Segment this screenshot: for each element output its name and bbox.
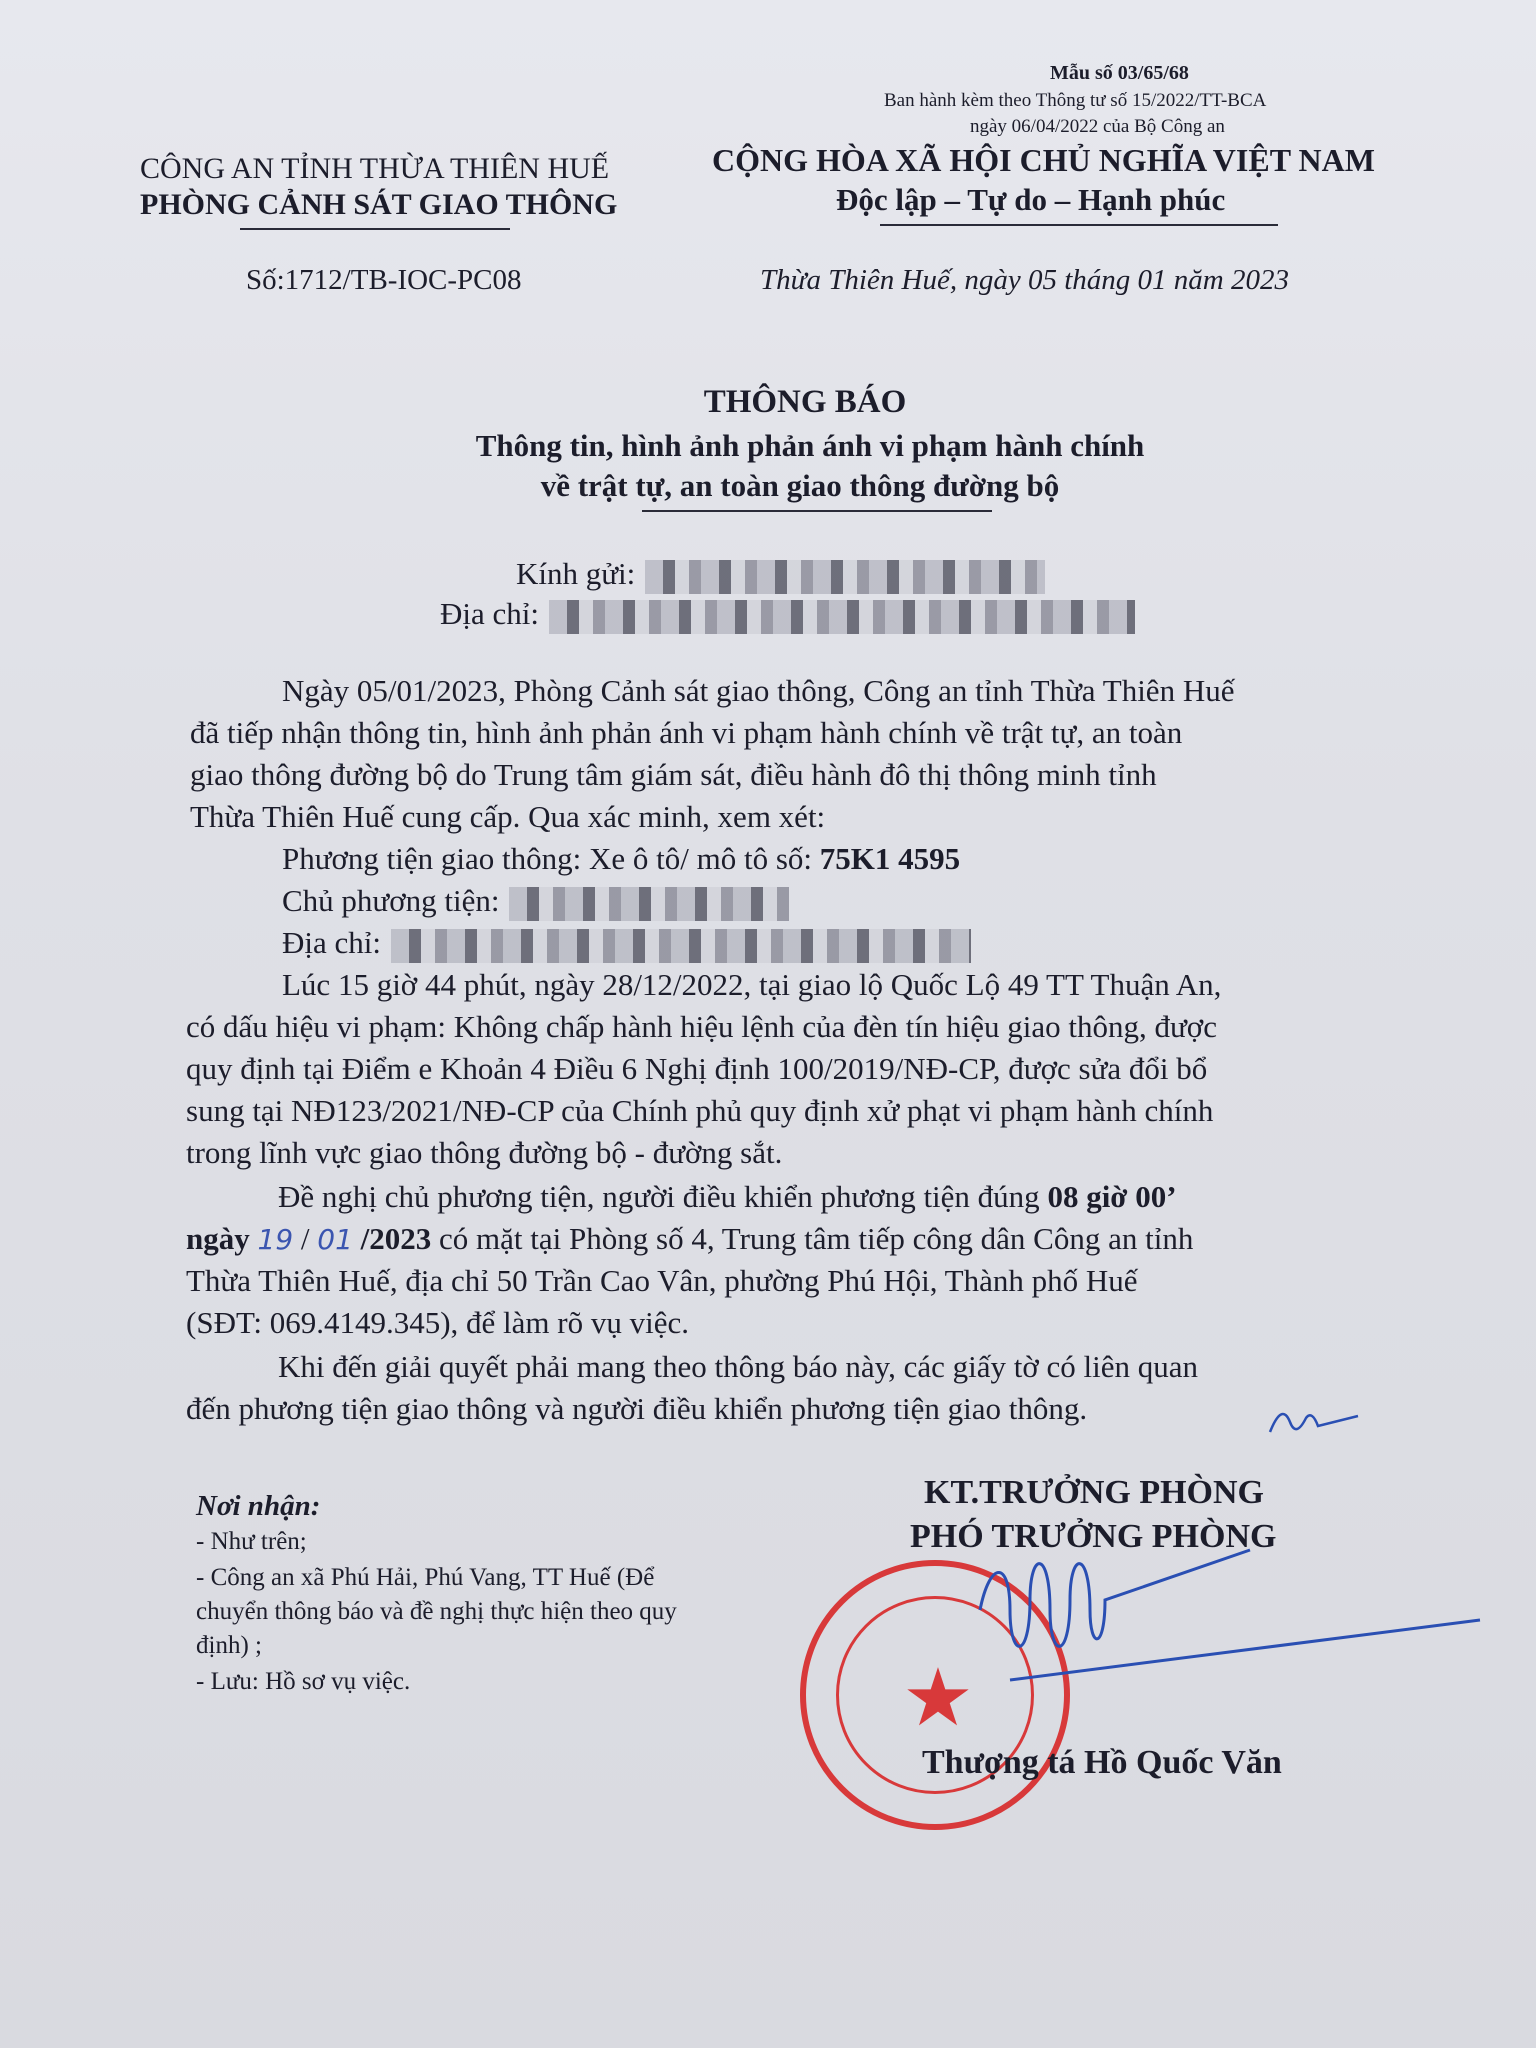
form-issued-note: Ban hành kèm theo Thông tư số 15/2022/TT-BCA (884, 90, 1267, 111)
national-title: CỘNG HÒA XÃ HỘI CHỦ NGHĨA VIỆT NAM (712, 142, 1375, 178)
issuing-department: PHÒNG CẢNH SÁT GIAO THÔNG (140, 188, 618, 221)
body-p1-line3: giao thông đường bộ do Trung tâm giám sát, điều hành đô thị thông minh tỉnh (190, 757, 1157, 792)
appointment-year: /2023 (360, 1221, 432, 1256)
redacted-recipient (645, 560, 1045, 594)
vehicle-row (282, 838, 960, 880)
redacted-owner (509, 887, 789, 921)
body-p4-line2: đến phương tiện giao thông và người điều khiển phương tiện giao thông. (186, 1391, 1088, 1426)
body-p3-line2: ngày 19 / 01 /2023 có mặt tại Phòng số 4, Trung tâm tiếp công dân Công an tỉnh (186, 1221, 1194, 1256)
body-p2-line1: Lúc 15 giờ 44 phút, ngày 28/12/2022, tại giao lộ Quốc Lộ 49 TT Thuận An, (282, 967, 1222, 1002)
redacted-owner-address (391, 929, 971, 963)
subtitle-underline (642, 510, 992, 512)
department-underline (240, 228, 510, 230)
recipients-heading: Nơi nhận: (196, 1490, 321, 1522)
body-p3-line3: Thừa Thiên Huế, địa chỉ 50 Trần Cao Vân, phường Phú Hội, Thành phố Huế (186, 1263, 1138, 1298)
document-subtitle-line1: Thông tin, hình ảnh phản ánh vi phạm hành chính (475, 428, 1145, 463)
license-plate: 75K1 4595 (819, 841, 961, 876)
document-title: THÔNG BÁO (703, 384, 907, 420)
initials-mark (1262, 1392, 1362, 1444)
handwritten-day: 19 (257, 1223, 294, 1256)
signer-name: Thượng tá Hồ Quốc Văn (922, 1744, 1282, 1781)
owner-label: Chủ phương tiện: (282, 883, 500, 918)
issuing-agency: CÔNG AN TỈNH THỪA THIÊN HUẾ (140, 152, 610, 185)
body-p2-line2: có dấu hiệu vi phạm: Không chấp hành hiệu lệnh của đèn tín hiệu giao thông, được (186, 1009, 1217, 1044)
redacted-recipient-address (549, 600, 1135, 634)
signer-title-2: PHÓ TRƯỞNG PHÒNG (910, 1518, 1277, 1555)
owner-address-row (282, 922, 971, 964)
recipient-row (516, 556, 1045, 594)
body-p3-line4: (SĐT: 069.4149.345), để làm rõ vụ việc. (186, 1305, 689, 1340)
recipient-address-row (440, 596, 1135, 634)
national-motto: Độc lập – Tự do – Hạnh phúc (836, 182, 1226, 217)
body-p1-line4: Thừa Thiên Huế cung cấp. Qua xác minh, xem xét: (190, 799, 826, 834)
p3-text: Đề nghị chủ phương tiện, người điều khiển phương tiện đúng (278, 1179, 1040, 1214)
recipients-item2c: định) ; (196, 1632, 262, 1659)
recipient-address-label: Địa chỉ: (440, 596, 539, 631)
recipients-item2b: chuyển thông báo và đề nghị thực hiện theo quy (196, 1598, 677, 1625)
motto-underline (880, 224, 1278, 226)
document-number: Số:1712/TB-IOC-PC08 (246, 264, 522, 296)
document-subtitle-line2: về trật tự, an toàn giao thông đường bộ (540, 468, 1060, 503)
appointment-time: 08 giờ 00’ (1047, 1179, 1177, 1214)
body-p1-line2: đã tiếp nhận thông tin, hình ảnh phản ánh vi phạm hành chính về trật tự, an toàn (190, 715, 1183, 750)
place-and-date: Thừa Thiên Huế, ngày 05 tháng 01 năm 2023 (760, 264, 1289, 296)
owner-address-label: Địa chỉ: (282, 925, 381, 960)
body-p3-line1 (278, 1176, 1177, 1218)
recipient-label: Kính gửi: (516, 556, 636, 591)
recipients-item3: - Lưu: Hồ sơ vụ việc. (196, 1668, 411, 1695)
signature-scribble (970, 1540, 1490, 1710)
body-p2-line4: sung tại NĐ123/2021/NĐ-CP của Chính phủ quy định xử phạt vi phạm hành chính (186, 1093, 1214, 1128)
body-p4-line1: Khi đến giải quyết phải mang theo thông báo này, các giấy tờ có liên quan (278, 1349, 1199, 1384)
vehicle-label: Phương tiện giao thông: Xe ô tô/ mô tô số: (282, 841, 813, 876)
star-icon: ★ (902, 1655, 974, 1743)
form-number: Mẫu số 03/65/68 (1050, 62, 1189, 84)
body-p2-line3: quy định tại Điểm e Khoản 4 Điều 6 Nghị định 100/2019/NĐ-CP, được sửa đổi bổ (186, 1051, 1208, 1086)
recipients-item2a: - Công an xã Phú Hải, Phú Vang, TT Huế (Để (196, 1564, 655, 1591)
body-p1-line1: Ngày 05/01/2023, Phòng Cảnh sát giao thông, Công an tỉnh Thừa Thiên Huế (282, 673, 1235, 708)
form-issued-date: ngày 06/04/2022 của Bộ Công an (970, 116, 1225, 137)
handwritten-month: 01 (317, 1223, 353, 1256)
recipients-item1: - Như trên; (196, 1528, 307, 1555)
body-p2-line5: trong lĩnh vực giao thông đường bộ - đường sắt. (186, 1135, 783, 1170)
p3-rest: có mặt tại Phòng số 4, Trung tâm tiếp công dân Công an tỉnh (439, 1221, 1194, 1256)
appointment-day-label: ngày (186, 1221, 250, 1256)
owner-row (282, 880, 789, 922)
signer-title-1: KT.TRƯỞNG PHÒNG (924, 1474, 1264, 1511)
